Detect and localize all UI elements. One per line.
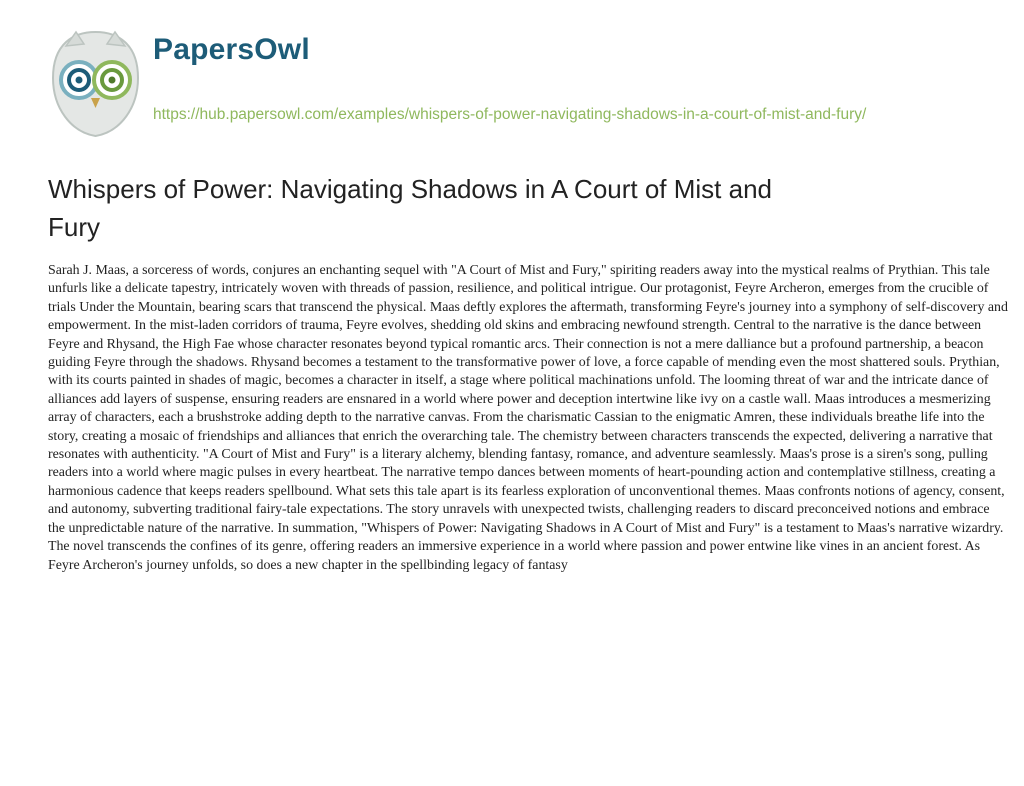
site-header — [48, 28, 988, 158]
article-title: Whispers of Power: Navigating Shadows in A Court of Mist and Fury — [48, 174, 773, 242]
brand-name[interactable]: PapersOwl — [153, 33, 310, 66]
article-body: Sarah J. Maas, a sorceress of words, conjures an enchanting sequel with "A Court of Mist and Fury," spiriting readers away into the mystical realms of Prythian. This tale unfurls like a delicate tapestry, intricately woven with threads of passion, resilience, and political intrigue. Our protagonist, Feyre Archeron, emerges from the crucible of trials Under the Mountain, bearing scars that transcend the physical. Maas deftly explores the aftermath, transforming Feyre's journey into a symphony of self-discovery and empowerment. In the mist-laden corridors of trauma, Feyre evolves, shedding old skins and embracing newfound strength. Central to the narrative is the dance between Feyre and Rhysand, the High Fae whose character resonates beyond typical romantic arcs. Their connection is not a mere dalliance but a profound partnership, a beacon guiding Feyre through the shadows. Rhysand becomes a testament to the transformative power of love, a force capable of mending even the most shattered souls. Prythian, with its courts painted in shades of magic, becomes a character in itself, a stage where political machinations unfold. The looming threat of war and the intricate dance of alliances add layers of suspense, ensuring readers are ensnared in a world where power and deception intertwine like ivy on a castle wall. Maas introduces a mesmerizing array of characters, each a brushstroke adding depth to the narrative canvas. From the charismatic Cassian to the enigmatic Amren, these individuals breathe life into the story, creating a mosaic of friendships and alliances that enrich the overarching tale. The chemistry between characters transcends the expected, delivering a narrative that resonates with authenticity. "A Court of Mist and Fury" is a literary alchemy, blending fantasy, romance, and adventure seamlessly. Maas's prose is a siren's song, pulling readers into a world where magic pulses in every heartbeat. The narrative tempo dances between moments of heart-pounding action and contemplative stillness, creating a harmonious cadence that keeps readers spellbound. What sets this tale apart is its fearless exploration of unconventional themes. Maas confronts notions of agency, consent, and autonomy, subverting traditional fairy-tale expectations. The story unravels with unexpected twists, challenging readers to discard preconceived notions and embrace the unpredictable nature of the narrative. In summation, "Whispers of Power: Navigating Shadows in A Court of Mist and Fury" is a testament to Maas's narrative wizardry. The novel transcends the confines of its genre, offering readers an immersive experience in a world where passion and power entwine like vines in an ancient forest. As Feyre Archeron's journey unfolds, so does a new chapter in the spellbinding legacy of fantasy — [48, 263, 1008, 573]
source-url-link[interactable]: https://hub.papersowl.com/examples/whispers-of-power-navigating-shadows-in-a-court-of-mist-and-fury/ — [153, 106, 867, 123]
owl-logo-icon — [48, 28, 143, 140]
